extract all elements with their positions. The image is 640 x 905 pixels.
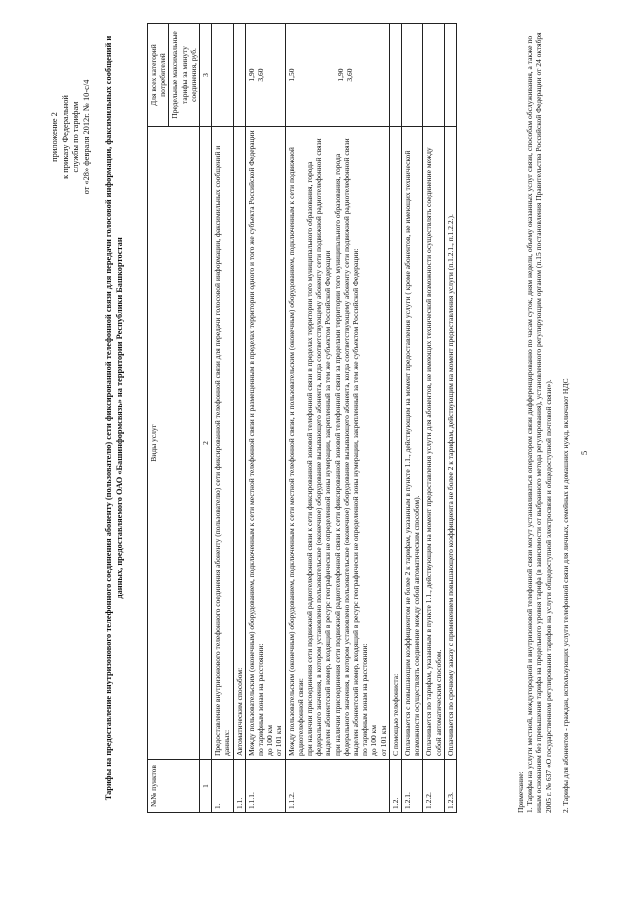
notes-heading: Примечание: — [516, 771, 525, 813]
header-num: №№ пунктов — [148, 760, 200, 813]
row-num: 1.1.1. — [245, 760, 285, 813]
appendix-line-1: приложение 2 — [50, 112, 59, 162]
row-tariff — [423, 24, 444, 127]
row-text: С помощью телефониста: — [389, 127, 401, 760]
table-row — [444, 24, 456, 813]
row-tariff-cell — [285, 24, 389, 127]
row-tariff — [444, 24, 456, 127]
row-num: 1.2.1. — [402, 760, 423, 813]
appendix-line-3: службы по тарифам — [71, 101, 81, 173]
table-row — [402, 24, 423, 813]
index-cell-2: 2 — [200, 127, 212, 760]
row-sub-line: от 101 км — [274, 725, 284, 756]
row-num: 1.2. — [389, 760, 401, 813]
notes-section — [516, 23, 570, 813]
row-num: 1.2.3. — [444, 760, 456, 813]
header-row — [148, 24, 169, 813]
note-2: 2. Тарифы для абонентов - граждан, использующих услуги телефонной связи для личных, семейных и домашних нужд, включают НДС — [560, 378, 570, 813]
row-tariff-cell — [245, 24, 285, 127]
row-tariff — [233, 24, 245, 127]
row-num: 1. — [212, 760, 233, 813]
row-sub-line: от 101 км — [378, 725, 388, 756]
row-text: Автоматическим способом: — [233, 127, 245, 760]
row-text: Оплачивается с повышающим коэффициентом не более 2 к тарифам, указанным в пункте 1.1., действующим на момент предоставления услуги ( кроме абонентов, не имеющих технической возможности осуществлять соединение между собой автоматическим способом). — [402, 127, 423, 760]
appendix-line-2: к приказу Федеральной — [60, 95, 70, 179]
tariff-value-main: 1,50 — [286, 68, 296, 82]
row-text: Между пользовательским (оконечным) оборудованием, подключенным к сети местной телефонной связи и размещенным в пределах территории одного и того же субъекта Российской Федерации — [246, 130, 256, 756]
row-sub-line: до 100 км — [265, 725, 275, 756]
tariff-value: 1,90 — [246, 68, 256, 82]
row-num: 1.1.2. — [285, 760, 389, 813]
row-sub-line: при наличии присоединения сети подвижной радиотелефонной связи к сети фиксированной зоновой телефонной связи в пределах территории того муниципального образования, города федерального значения, в котором установлено пользовательское (оконечное) оборудование вызывающего абонента, когда соответствующему абоненту сети подвижной радиотелефонной связи выделен абонентский номер, входящий в ресурс географически не определенной зоны нумерации, закрепленный за тем же субъектом Российской Федерации — [305, 138, 333, 756]
header-all-categories: Для всех категорий потребителей — [148, 24, 169, 127]
row-sub-line: по тарифным зонам на расстоянии: — [256, 643, 266, 756]
note-1: 1. Тарифы на услуги местной, междугородной и внутризоновой телефонной связи могут устанавливаться оператором связи дифференцированно по часам суток, дням недели, объему оказанных услуг связи, способам обслуживания, а также по иным основаниям без превышения тарифа на предельного уровня тарифа (в зависимости от выбранного метода регулирования), установленного регулирующим органом (п.15 постановления Правительства Российской Федерации от 24 октября 2005 г. № 637 «О государственном регулировании тарифов на услуги общедоступной электросвязи и общедоступной почтовой связи»). — [525, 32, 553, 813]
row-sub-line: при наличии присоединения сети подвижной радиотелефонной связи к сети фиксированной зоновой телефонной связи за пределами территории того муниципального образования, города федерального значения, в котором установлено пользовательское (оконечное) оборудование вызывающего абонента, когда соответствующему абоненту сети подвижной радиотелефонной связи выделен абонентский номер, входящий в ресурс географически не определенной зоны нумерации, закрепленный за тем же субъектом Российской Федерации: — [332, 138, 361, 756]
row-num: 1.2.2. — [423, 760, 444, 813]
index-cell-1: 1 — [200, 760, 212, 813]
tariff-value: 1,90 — [335, 68, 345, 82]
row-tariff — [212, 24, 233, 127]
row-tariff — [402, 24, 423, 127]
page-number: 5 — [580, 450, 589, 455]
index-cell-3: 3 — [200, 24, 212, 127]
header-tariff-max: Предельные максимальные тарифы за минуту соединения, руб. — [169, 24, 200, 127]
row-text-cell — [245, 127, 285, 760]
table-row — [212, 24, 233, 813]
row-num: 1.1. — [233, 760, 245, 813]
tariff-value: 3,60 — [345, 68, 355, 82]
row-text-cell — [285, 127, 389, 760]
tariff-value: 3,60 — [256, 68, 266, 82]
tariff-table — [147, 23, 457, 813]
row-sub-line: по тарифным зонам на расстоянии: — [360, 643, 370, 756]
table-row — [423, 24, 444, 813]
row-text: Между пользовательским (оконечным) оборудованием, подключенным к сети местной телефонной связи, и пользовательским (оконечным) оборудованием, подключенным к сети подвижной радиотелефонной связи: — [286, 147, 305, 756]
row-tariff — [389, 24, 401, 127]
table-row — [245, 24, 285, 813]
appendix-header — [50, 32, 92, 242]
header-service: Виды услуг — [148, 127, 200, 760]
row-text: Оплачивается по тарифам, указанным в пункте 1.1., действующим на момент предоставления услуги для абонентов, не имеющих технической возможности осуществлять соединение между собой автоматическим способом. — [423, 127, 444, 760]
table-row — [285, 24, 389, 813]
document-title: Тарифы на предоставление внутризонового телефонного соединения абоненту (пользователю) сети фиксированной телефонной связи для передачи голосовой информации, факсимильных сообщений и данных, предоставляемого ОАО «Башинформсвязь» на территории Республики Башкортостан — [104, 35, 124, 801]
appendix-line-4: от «28» февраля 2012г. № 10-с/4 — [81, 79, 91, 195]
row-sub-line: до 100 км — [369, 725, 379, 756]
row-text: Оплачивается по срочному заказу с применением повышающего коэффициента не более 2 к тарифам, действующим на момент предоставления услуги (п.1.2.1., п.1.2.2.). — [444, 127, 456, 760]
index-row — [200, 24, 212, 813]
table-row — [233, 24, 245, 813]
row-text: Предоставление внутризонового телефонного соединения абоненту (пользователю) сети фиксированной телефонной связи для передачи голосовой информации, факсимильных сообщений и данных: — [212, 127, 233, 760]
table-row — [389, 24, 401, 813]
